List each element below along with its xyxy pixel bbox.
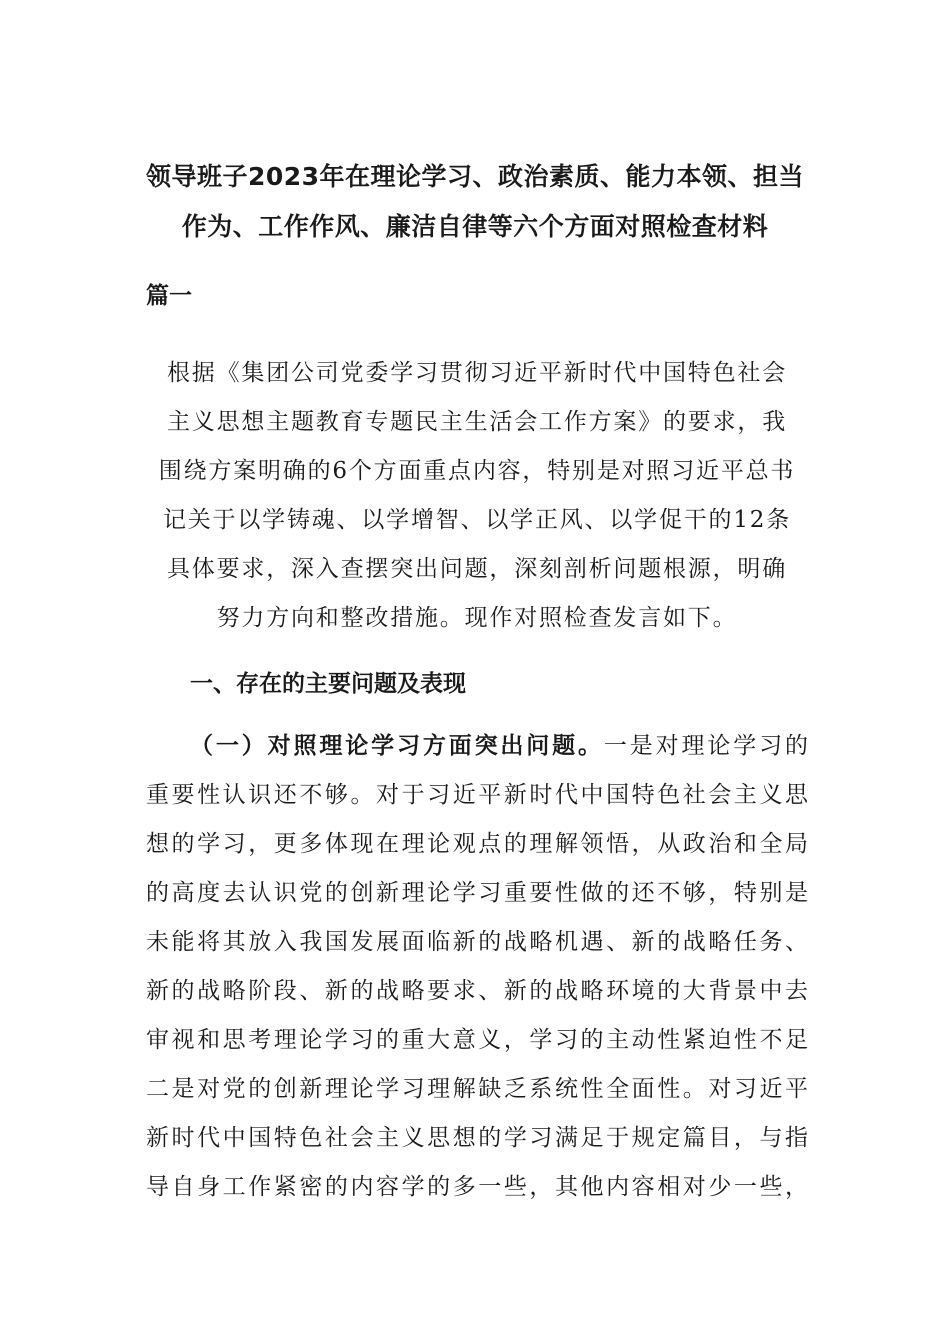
body-line: 审视和思考理论学习的重大意义，学习的主动性紧迫性不足 — [146, 1027, 808, 1053]
body-line: 未能将其放入我国发展面临新的战略机遇、新的战略任务、 — [146, 929, 808, 955]
body-line: 新的战略阶段、新的战略要求、新的战略环境的大背景中去 — [146, 978, 808, 1004]
body-line-first — [146, 722, 808, 771]
body-line: 新时代中国特色社会主义思想的学习满足于规定篇目，与指 — [146, 1125, 808, 1151]
intro-paragraph — [150, 349, 804, 643]
intro-line: 围绕方案明确的6个方面重点内容，特别是对照习近平总书 — [158, 458, 796, 484]
paragraph-lead-rest: 一是对理论学习的 — [603, 733, 809, 759]
heading-main-problems: 一、存在的主要问题及表现 — [190, 671, 466, 697]
document-title — [110, 152, 840, 252]
intro-line: 记关于以学铸魂、以学增智、以学正风、以学促干的12条 — [162, 507, 792, 533]
body-line: 二是对党的创新理论学习理解缺乏系统性全面性。对习近平 — [146, 1076, 808, 1102]
intro-line: 努力方向和整改措施。现作对照检查发言如下。 — [216, 605, 738, 631]
intro-line: 根据《集团公司党委学习贯彻习近平新时代中国特色社会 — [167, 360, 787, 386]
intro-line: 具体要求，深入查摆突出问题，深刻剖析问题根源，明确 — [167, 556, 787, 582]
body-paragraph-theory-study — [146, 722, 808, 1212]
paragraph-lead: （一）对照理论学习方面突出问题。 — [190, 733, 604, 759]
body-line: 导自身工作紧密的内容学的多一些，其他内容相对少一些， — [146, 1174, 808, 1200]
title-line-2: 作为、工作作风、廉洁自律等六个方面对照检查材料 — [181, 212, 769, 241]
title-line-1: 领导班子2023年在理论学习、政治素质、能力本领、担当 — [145, 162, 805, 191]
body-line: 想的学习，更多体现在理论观点的理解领悟，从政治和全局 — [146, 831, 808, 857]
intro-line: 主义思想主题教育专题民主生活会工作方案》的要求，我 — [167, 409, 787, 435]
section-label: 篇一 — [146, 283, 192, 309]
body-line: 重要性认识还不够。对于习近平新时代中国特色社会主义思 — [146, 782, 808, 808]
body-line: 的高度去认识党的创新理论学习重要性做的还不够，特别是 — [146, 880, 808, 906]
